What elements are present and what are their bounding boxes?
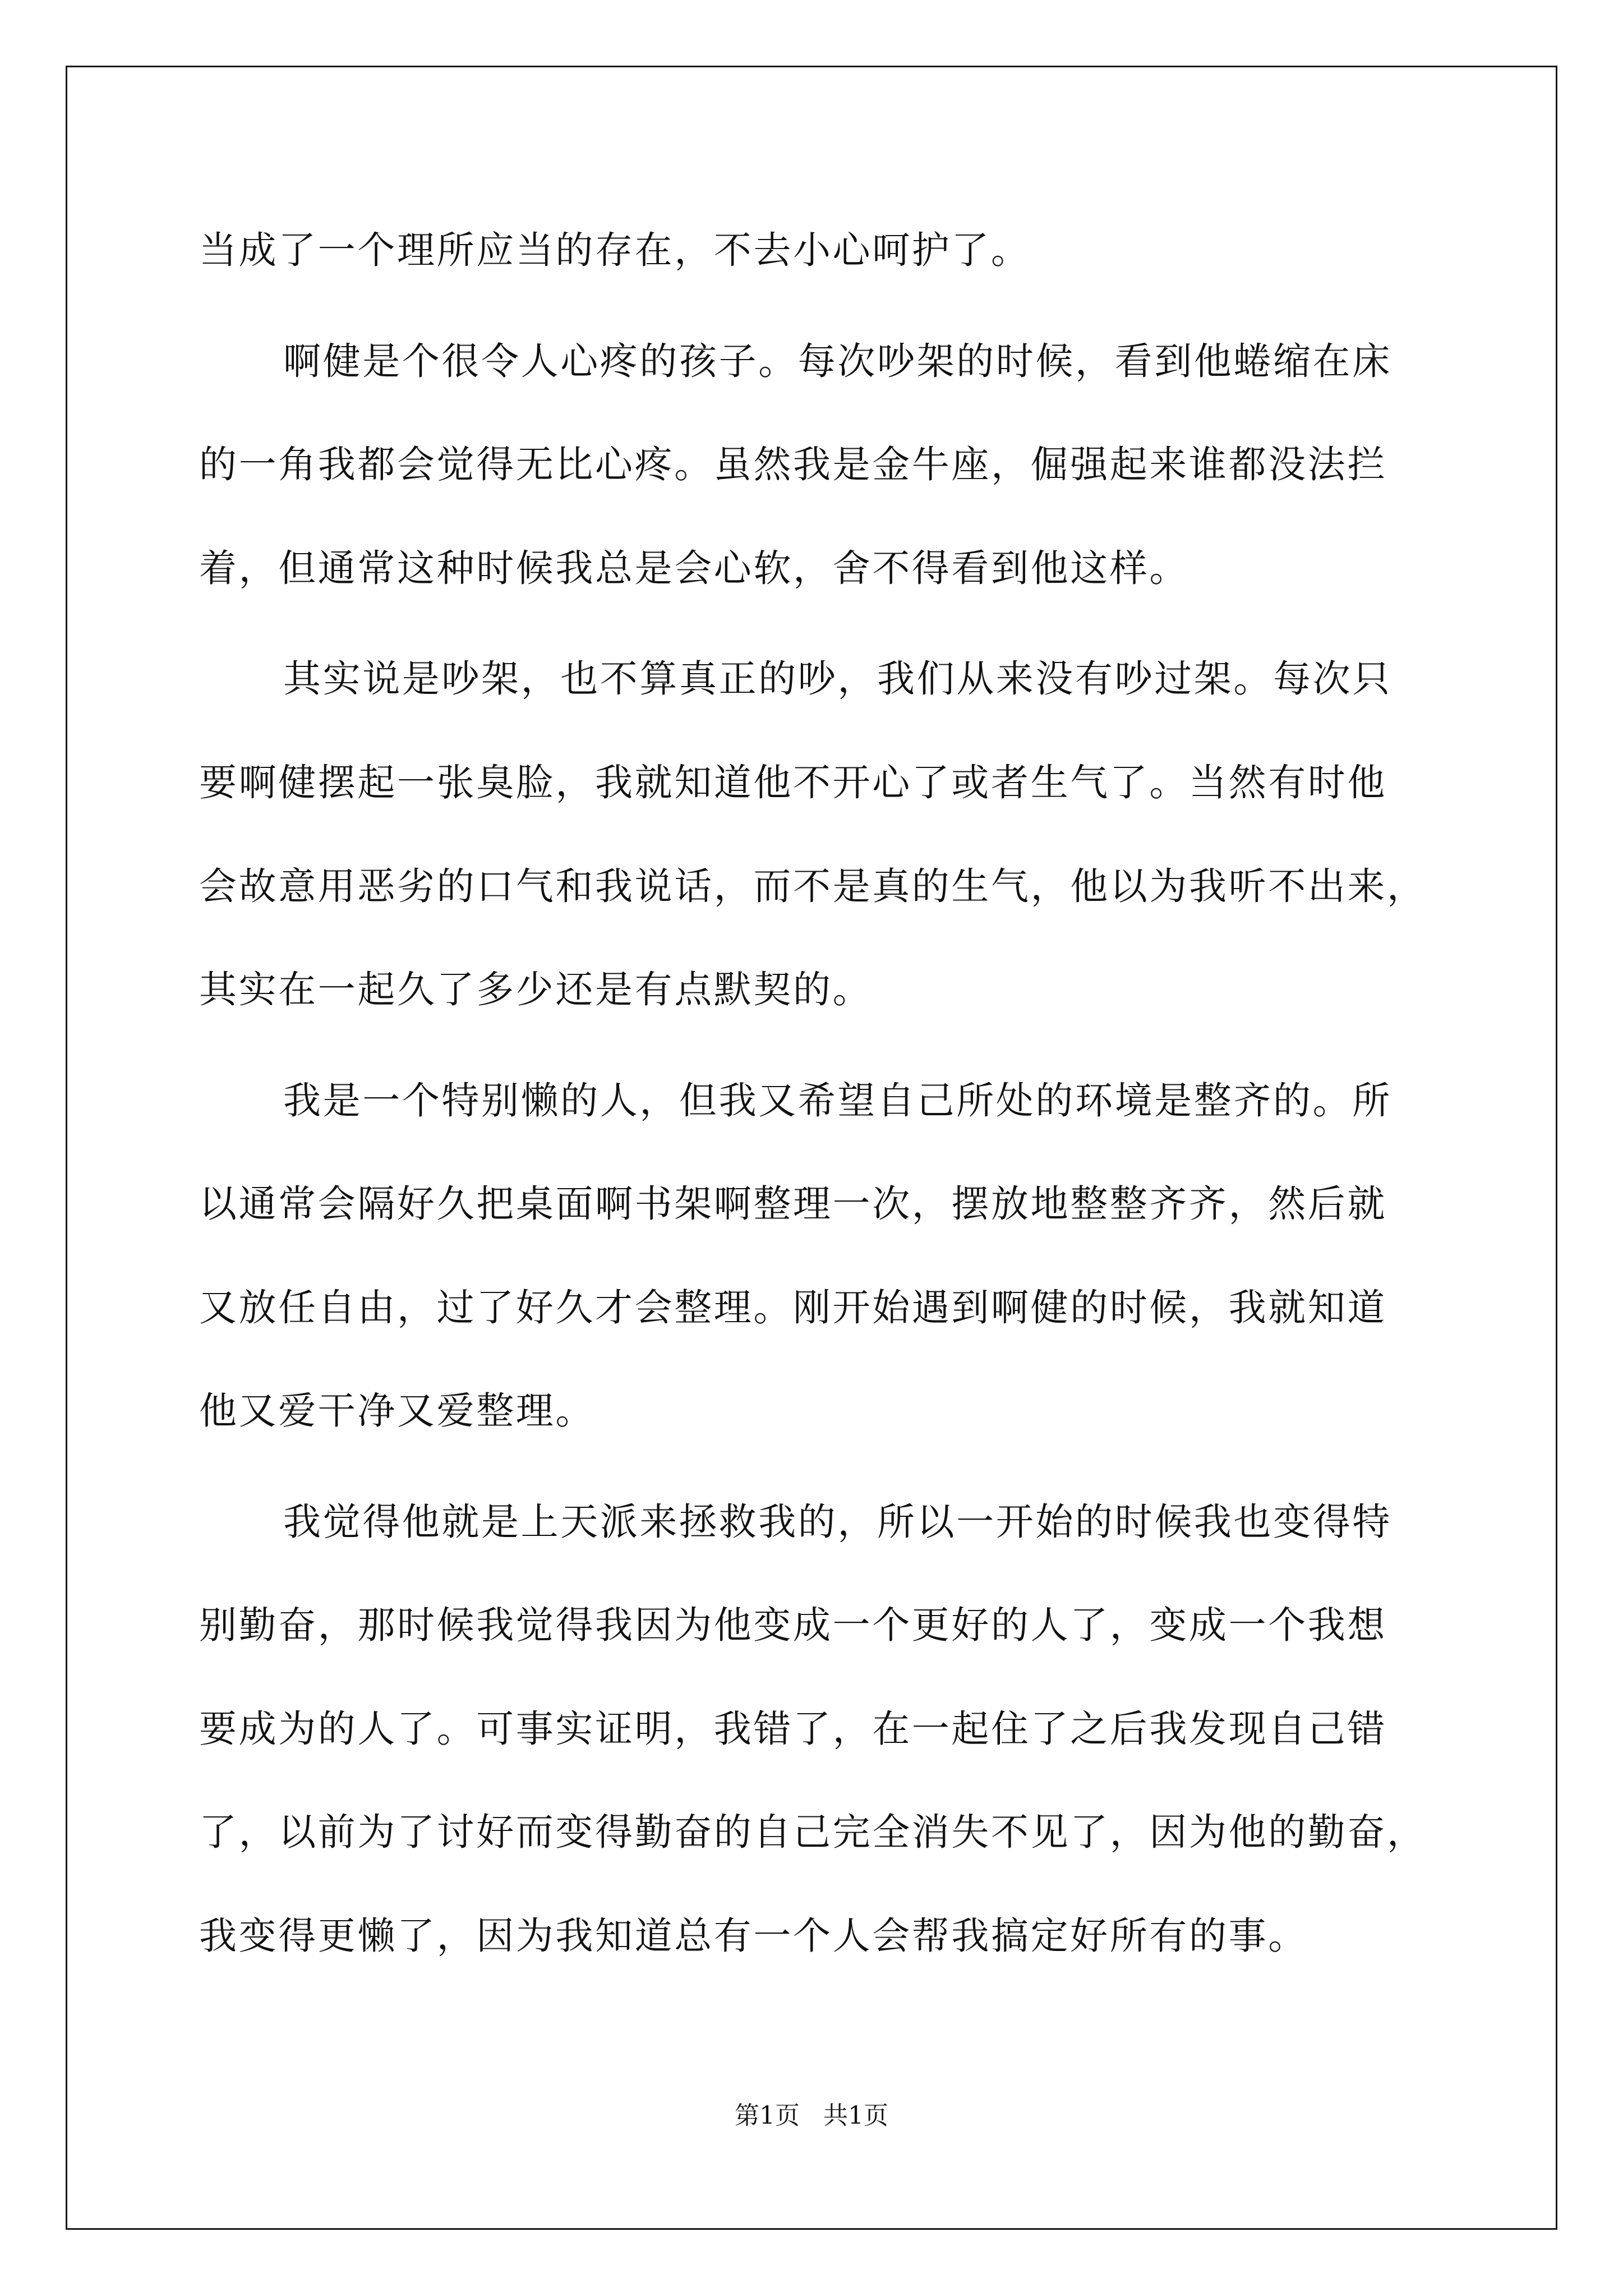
text-line: 我变得更懒了，因为我知道总有一个人会帮我搞定好所有的事。 [199,1914,1308,1958]
text-line: 我觉得他就是上天派来拯救我的，所以一开始的时候我也变得特 [283,1500,1392,1544]
text-line: 其实说是吵架，也不算真正的吵，我们从来没有吵过架。每次只 [283,657,1392,701]
text-line: 他又爱干净又爱整理。 [199,1389,595,1433]
page-number-footer: 第1页 共1页 [735,2101,888,2130]
text-line: 要啊健摆起一张臭脸，我就知道他不开心了或者生气了。当然有时他 [199,761,1387,804]
text-line: 其实在一起久了多少还是有点默契的。 [199,968,873,1011]
text-line: 别勤奋，那时候我觉得我因为他变成一个更好的人了，变成一个我想 [199,1603,1387,1647]
text-line: 了，以前为了讨好而变得勤奋的自己完全消失不见了，因为他的勤奋， [199,1810,1427,1854]
text-line: 要成为的人了。可事实证明，我错了，在一起住了之后我发现自己错 [199,1707,1387,1751]
text-line: 以通常会隔好久把桌面啊书架啊整理一次，摆放地整整齐齐，然后就 [199,1182,1387,1226]
text-line: 我是一个特别懒的人，但我又希望自己所处的环境是整齐的。所 [283,1079,1392,1122]
page-border [66,66,1557,2230]
text-line: 着，但通常这种时候我总是会心软，舍不得看到他这样。 [199,546,1189,590]
text-line: 又放任自由，过了好久才会整理。刚开始遇到啊健的时候，我就知道 [199,1286,1387,1329]
text-line: 啊健是个很令人心疼的孩子。每次吵架的时候，看到他蜷缩在床 [283,339,1392,383]
text-line: 当成了一个理所应当的存在，不去小心呵护了。 [199,228,1031,272]
text-line: 的一角我都会觉得无比心疼。虽然我是金牛座，倔强起来谁都没法拦 [199,443,1387,486]
text-line: 会故意用恶劣的口气和我说话，而不是真的生气，他以为我听不出来， [199,864,1427,908]
